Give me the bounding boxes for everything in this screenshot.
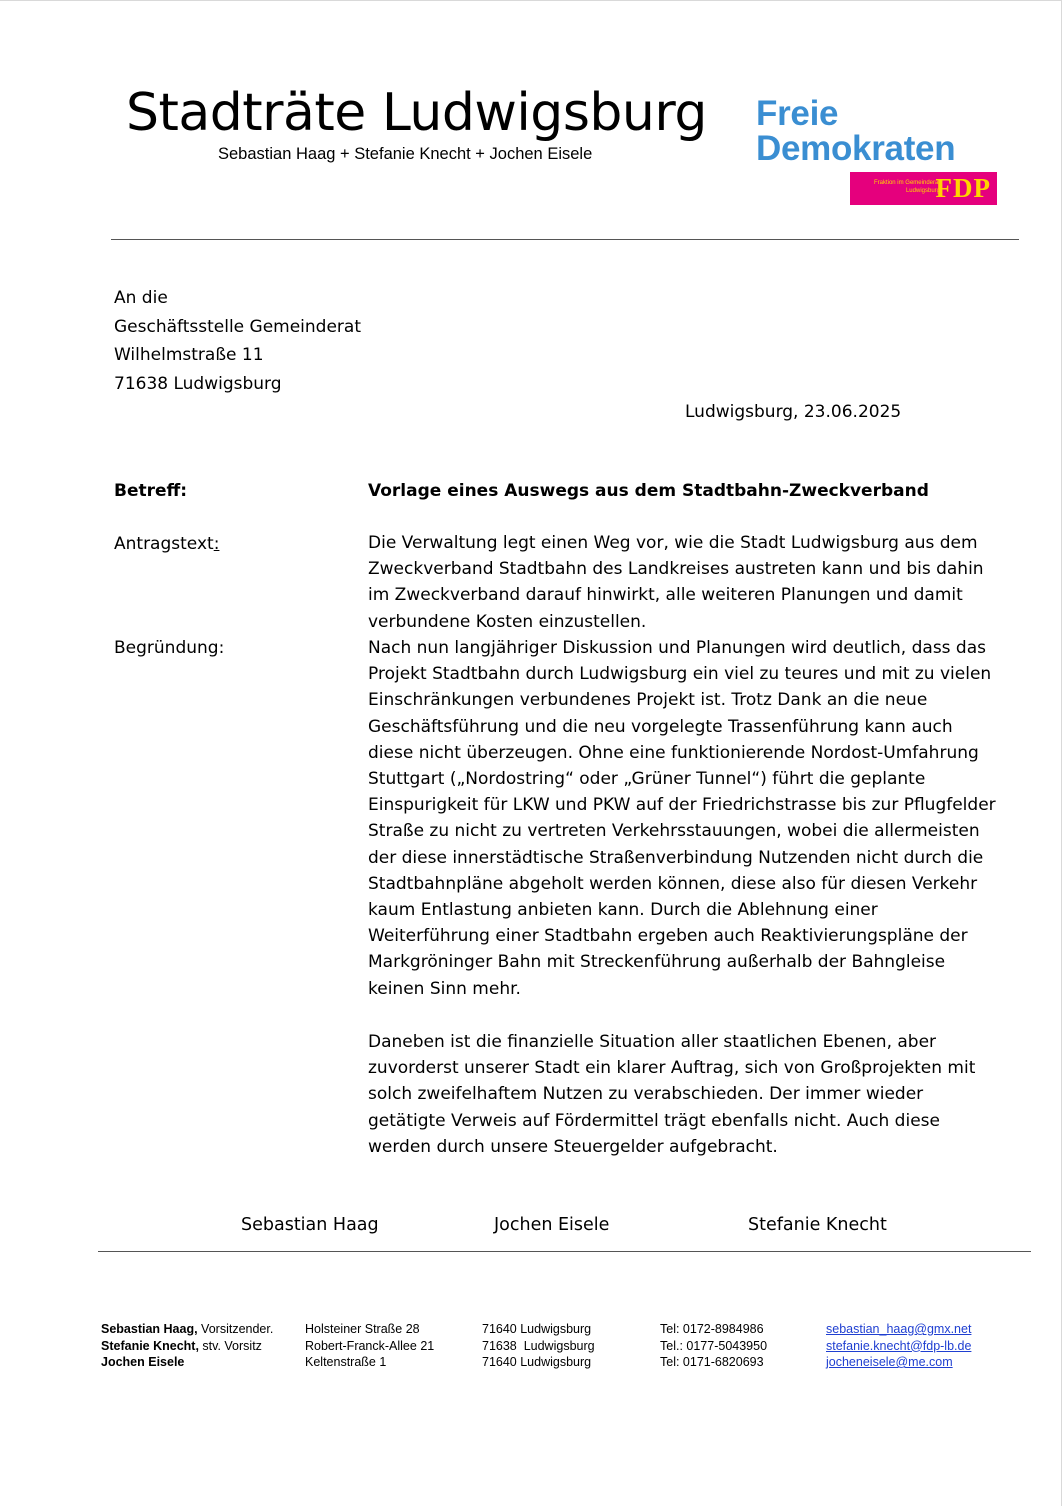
reason-line: werden durch unsere Steuergelder aufgebracht. bbox=[368, 1136, 778, 1157]
footer-phone: Tel.: 0177-5043950 bbox=[660, 1338, 768, 1353]
footer-streets bbox=[305, 1321, 434, 1371]
reason-line: Stuttgart („Nordostring“ oder „Grüner Tunnel“) führt die geplante bbox=[368, 769, 926, 790]
footer-phones bbox=[660, 1321, 767, 1371]
reason-line: Straße zu nicht zu vertreten Verkehrsstauungen, wobei die allermeisten bbox=[368, 821, 980, 842]
footer-divider bbox=[98, 1251, 1031, 1252]
footer-cities bbox=[482, 1321, 595, 1371]
letterhead-subtitle: Sebastian Haag + Stefanie Knecht + Jochen Eisele bbox=[218, 145, 593, 163]
footer-role: Vorsitzender. bbox=[197, 1322, 274, 1336]
footer-role: stv. Vorsitz bbox=[198, 1338, 262, 1353]
address-line: Wilhelmstraße 11 bbox=[114, 345, 264, 366]
footer-street: Keltenstraße 1 bbox=[305, 1355, 387, 1369]
motion-line: Zweckverband Stadtbahn des Landkreises austreten kann und bis dahin bbox=[368, 559, 984, 580]
reason-line: Einschränkungen verbundenes Projekt ist. Trotz Dank an die neue bbox=[368, 690, 928, 711]
reason-line: zuvorderst unserer Stadt ein klarer Auftrag, sich von Großprojekten mit bbox=[368, 1058, 976, 1079]
reason-label: Begründung: bbox=[114, 638, 225, 658]
reason-line: Nach nun langjähriger Diskussion und Planungen wird deutlich, dass das bbox=[368, 638, 987, 658]
footer-name-cell bbox=[101, 1354, 273, 1371]
reason-line: Markgröninger Bahn mit Streckenführung außerhalb der Bahngleise bbox=[368, 952, 946, 973]
header-divider bbox=[111, 239, 1019, 240]
subject-label: Betreff: bbox=[114, 481, 188, 501]
subject-line: Vorlage eines Auswegs aus dem Stadtbahn-Zweckverband bbox=[368, 481, 929, 501]
motion-line: verbundene Kosten einzustellen. bbox=[368, 611, 647, 632]
reason-line: kaum Entlastung anbieten kann. Durch die Ablehnung einer bbox=[368, 900, 878, 921]
reason-line: getätigte Verweis auf Fördermittel trägt ebenfalls nicht. Auch diese bbox=[368, 1110, 940, 1131]
reason-paragraph-2 bbox=[368, 1029, 975, 1160]
footer-street: Robert-Franck-Allee 21 bbox=[305, 1338, 435, 1353]
logo-fdp-text: FDP bbox=[935, 173, 991, 203]
footer-name-cell bbox=[101, 1321, 273, 1338]
reason-paragraph-1 bbox=[368, 635, 996, 1002]
reason-line: keinen Sinn mehr. bbox=[368, 978, 521, 999]
signature-name: Stefanie Knecht bbox=[748, 1215, 887, 1235]
signature-name: Sebastian Haag bbox=[241, 1215, 379, 1235]
logo-freie: Freie bbox=[756, 94, 839, 133]
logo-badge bbox=[850, 172, 997, 205]
footer-emails bbox=[826, 1321, 971, 1371]
footer-street: Holsteiner Straße 28 bbox=[305, 1322, 420, 1336]
logo-demokraten: Demokraten bbox=[756, 129, 956, 168]
fdp-logo bbox=[756, 96, 1002, 208]
motion-label-colon: : bbox=[213, 534, 220, 554]
address-line: Geschäftsstelle Gemeinderat bbox=[114, 316, 361, 337]
footer-city: 71640 Ludwigsburg bbox=[482, 1322, 592, 1336]
recipient-address bbox=[114, 284, 361, 398]
footer-city: 71638 Ludwigsburg bbox=[482, 1338, 595, 1353]
email-link[interactable]: jocheneisele@me.com bbox=[826, 1355, 953, 1369]
email-link[interactable]: stefanie.knecht@fdp-lb.de bbox=[826, 1338, 972, 1353]
reason-line: solch zweifelhaftem Nutzen zu verabschieden. Der immer wieder bbox=[368, 1084, 924, 1105]
footer-name: Stefanie Knecht, bbox=[101, 1338, 199, 1353]
reason-line: Stadtbahnpläne abgeholt werden können, diese also für diesen Verkehr bbox=[368, 873, 978, 894]
reason-line: diese nicht überzeugen. Ohne eine funktionierende Nordost-Umfahrung bbox=[368, 742, 979, 763]
reason-line: Weiterführung einer Stadtbahn ergeben auch Reaktivierungspläne der bbox=[368, 926, 968, 947]
footer-names bbox=[101, 1321, 273, 1371]
motion-line: Die Verwaltung legt einen Weg vor, wie die Stadt Ludwigsburg aus dem bbox=[368, 533, 978, 553]
footer-name: Jochen Eisele bbox=[101, 1355, 185, 1369]
email-link[interactable]: sebastian_haag@gmx.net bbox=[826, 1322, 972, 1336]
footer-name: Sebastian Haag, bbox=[101, 1322, 198, 1336]
reason-line: Daneben ist die finanzielle Situation aller staatlichen Ebenen, aber bbox=[368, 1032, 937, 1052]
subject-text bbox=[368, 478, 929, 504]
address-line: An die bbox=[114, 288, 168, 308]
address-line: 71638 Ludwigsburg bbox=[114, 373, 282, 394]
footer-name-cell bbox=[101, 1338, 273, 1355]
footer-phone: Tel: 0171-6820693 bbox=[660, 1355, 764, 1369]
reason-line: Geschäftsführung und die neu vorgelegte Trassenführung kann auch bbox=[368, 716, 953, 737]
letter-date: Ludwigsburg, 23.06.2025 bbox=[685, 402, 902, 422]
page-top-edge bbox=[0, 0, 1062, 1]
signature-name: Jochen Eisele bbox=[494, 1215, 610, 1235]
footer-phone: Tel: 0172-8984986 bbox=[660, 1322, 764, 1336]
logo-small-text: Fraktion im Gemeinderat Ludwigsburg bbox=[873, 180, 940, 194]
footer-city: 71640 Ludwigsburg bbox=[482, 1355, 592, 1369]
reason-line: Einspurigkeit für LKW und PKW auf der Friedrichstrasse bis zur Pflugfelder bbox=[368, 795, 996, 816]
motion-label-text: Antragstext bbox=[114, 534, 214, 554]
motion-line: im Zweckverband darauf hinwirkt, alle weiteren Planungen und damit bbox=[368, 585, 963, 606]
motion-label bbox=[114, 531, 219, 557]
reason-line: Projekt Stadtbahn durch Ludwigsburg ein viel zu teures und mit zu vielen bbox=[368, 664, 992, 685]
reason-line: der diese innerstädtische Straßenverbindung Nutzenden nicht durch die bbox=[368, 847, 984, 868]
letterhead-title: Stadträte Ludwigsburg bbox=[126, 83, 707, 143]
motion-text bbox=[368, 530, 984, 635]
